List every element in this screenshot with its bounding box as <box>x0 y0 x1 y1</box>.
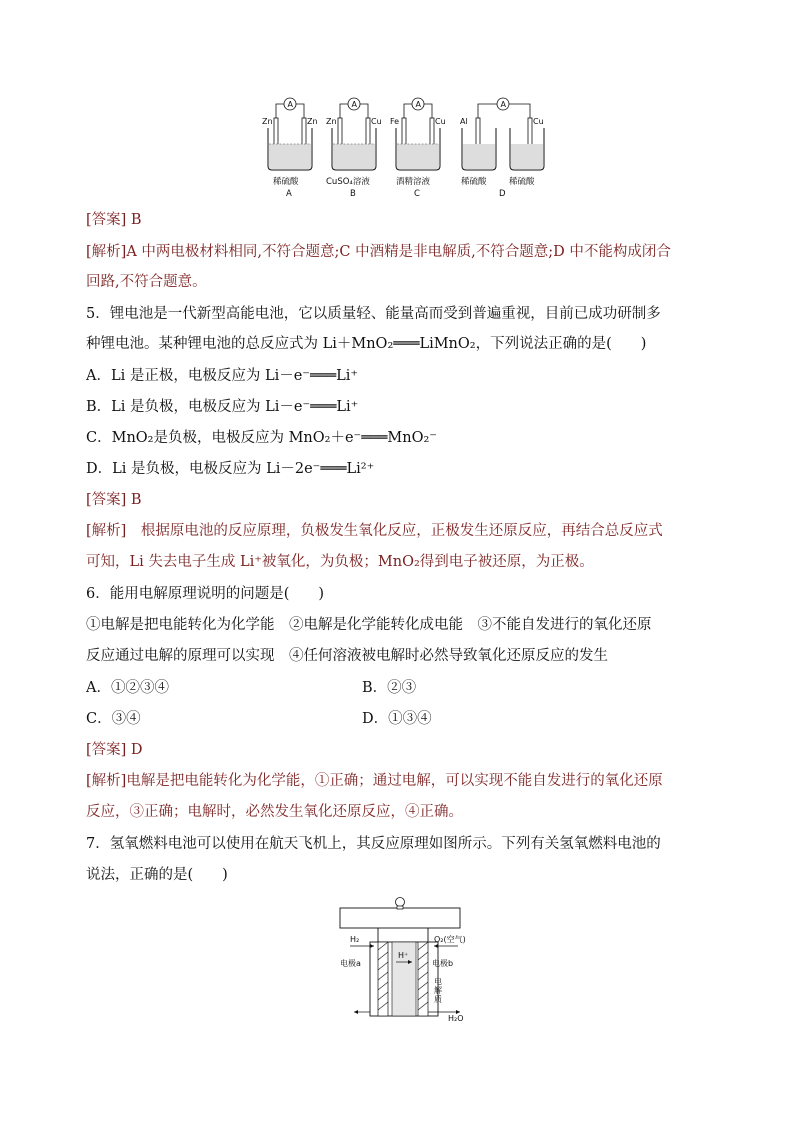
q6-analysis-line-1: [解析]电解是把电能转化为化学能，①正确；通过电解，可以实现不能自发进行的氧化还原 <box>86 773 663 789</box>
cell-a <box>262 98 318 199</box>
ammeter-label: A <box>351 100 357 109</box>
label-electrolyte-3: 质 <box>434 995 442 1004</box>
electrode-left: Zn <box>262 117 273 126</box>
q5-stem-line-1: 5．锂电池是一代新型高能电池，它以质量轻、能量高而受到普遍重视，目前已成功研制多 <box>86 306 661 322</box>
q6-items-line-2: 反应通过电解的原理可以实现 ④任何溶液被电解时必然导致氧化还原反应的发生 <box>86 648 608 664</box>
q7-stem-line-2: 说法，正确的是( ) <box>86 867 228 883</box>
cells-figure <box>258 94 548 202</box>
q6-option-d: D．①③④ <box>362 711 432 727</box>
q4-analysis-line-1: [解析]A 中两电极材料相同,不符合题意;C 中酒精是非电解质,不符合题意;D 中不能构成闭合 <box>86 244 671 260</box>
q6-option-a: A．①②③④ <box>86 680 169 696</box>
cell-b <box>326 98 382 199</box>
q6-stem: 6．能用电解原理说明的问题是( ) <box>86 586 325 602</box>
q4-answer: [答案] B <box>86 212 142 228</box>
electrode-left: Fe <box>390 117 400 126</box>
ammeter-label: A <box>500 100 506 109</box>
electrode-right: Cu <box>533 117 544 126</box>
label-electrolyte-2: 解 <box>434 986 442 995</box>
q6-items-line-1: ①电解是把电能转化为化学能 ②电解是化学能转化成电能 ③不能自发进行的氧化还原 <box>86 617 652 633</box>
solution-label: CuSO₄溶液 <box>326 177 370 187</box>
label-electrolyte-1: 电 <box>434 977 442 986</box>
bulb-icon <box>396 898 405 907</box>
q5-option-b: B．Li 是负极，电极反应为 Li－e⁻═══Li⁺ <box>86 399 359 415</box>
q6-option-b: B．②③ <box>362 680 417 696</box>
cell-letter: D <box>499 189 506 199</box>
electrode-right: Cu <box>435 117 446 126</box>
ammeter-label: A <box>287 100 293 109</box>
q5-analysis-line-2: 可知，Li 失去电子生成 Li⁺被氧化，为负极；MnO₂得到电子被还原，为正极。 <box>86 554 594 570</box>
cell-c <box>390 98 446 199</box>
solution-label-left: 稀硫酸 <box>461 177 487 187</box>
q6-analysis-line-2: 反应，③正确；电解时，必然发生氧化还原反应，④正确。 <box>86 804 463 820</box>
solution-label-right: 稀硫酸 <box>509 177 535 187</box>
electrode-right: Cu <box>371 117 382 126</box>
q5-option-a: A．Li 是正极，电极反应为 Li－e⁻═══Li⁺ <box>86 368 359 384</box>
solution-label: 酒精溶液 <box>396 177 431 187</box>
label-h2: H₂ <box>350 935 360 944</box>
q5-stem-line-2: 种锂电池。某种锂电池的总反应式为 Li＋MnO₂═══LiMnO₂，下列说法正确的是( ) <box>86 336 647 352</box>
cell-letter: C <box>414 189 420 199</box>
ammeter-label: A <box>415 100 421 109</box>
fuel-cell-figure <box>330 892 480 1026</box>
q4-analysis-line-2: 回路,不符合题意。 <box>86 274 207 290</box>
q5-option-c: C．MnO₂是负极，电极反应为 MnO₂＋e⁻═══MnO₂⁻ <box>86 430 437 446</box>
electrode-left: Al <box>460 117 468 126</box>
cell-d <box>460 98 544 199</box>
q6-answer: [答案] D <box>86 742 143 758</box>
solution-label: 稀硫酸 <box>273 177 299 187</box>
label-o2: O₂(空气) <box>434 935 466 944</box>
q5-analysis-line-1: [解析] 根据原电池的反应原理，负极发生氧化反应，正极发生还原反应，再结合总反应式 <box>86 523 663 539</box>
q5-answer: [答案] B <box>86 492 142 508</box>
q5-option-d: D．Li 是负极，电极反应为 Li－2e⁻═══Li²⁺ <box>86 461 375 477</box>
label-h2o: H₂O <box>448 1014 464 1023</box>
cell-letter: B <box>350 189 356 199</box>
label-electrode-b: 电极b <box>432 959 454 968</box>
q7-stem-line-1: 7．氢氧燃料电池可以使用在航天飞机上，其反应原理如图所示。下列有关氢氧燃料电池的 <box>86 836 661 852</box>
electrode-left: Zn <box>326 117 337 126</box>
electrode-right: Zn <box>307 117 318 126</box>
label-electrode-a: 电极a <box>340 959 361 968</box>
label-hplus: H⁺ <box>398 951 409 960</box>
q6-option-c: C．③④ <box>86 711 141 727</box>
cell-letter: A <box>286 189 292 199</box>
